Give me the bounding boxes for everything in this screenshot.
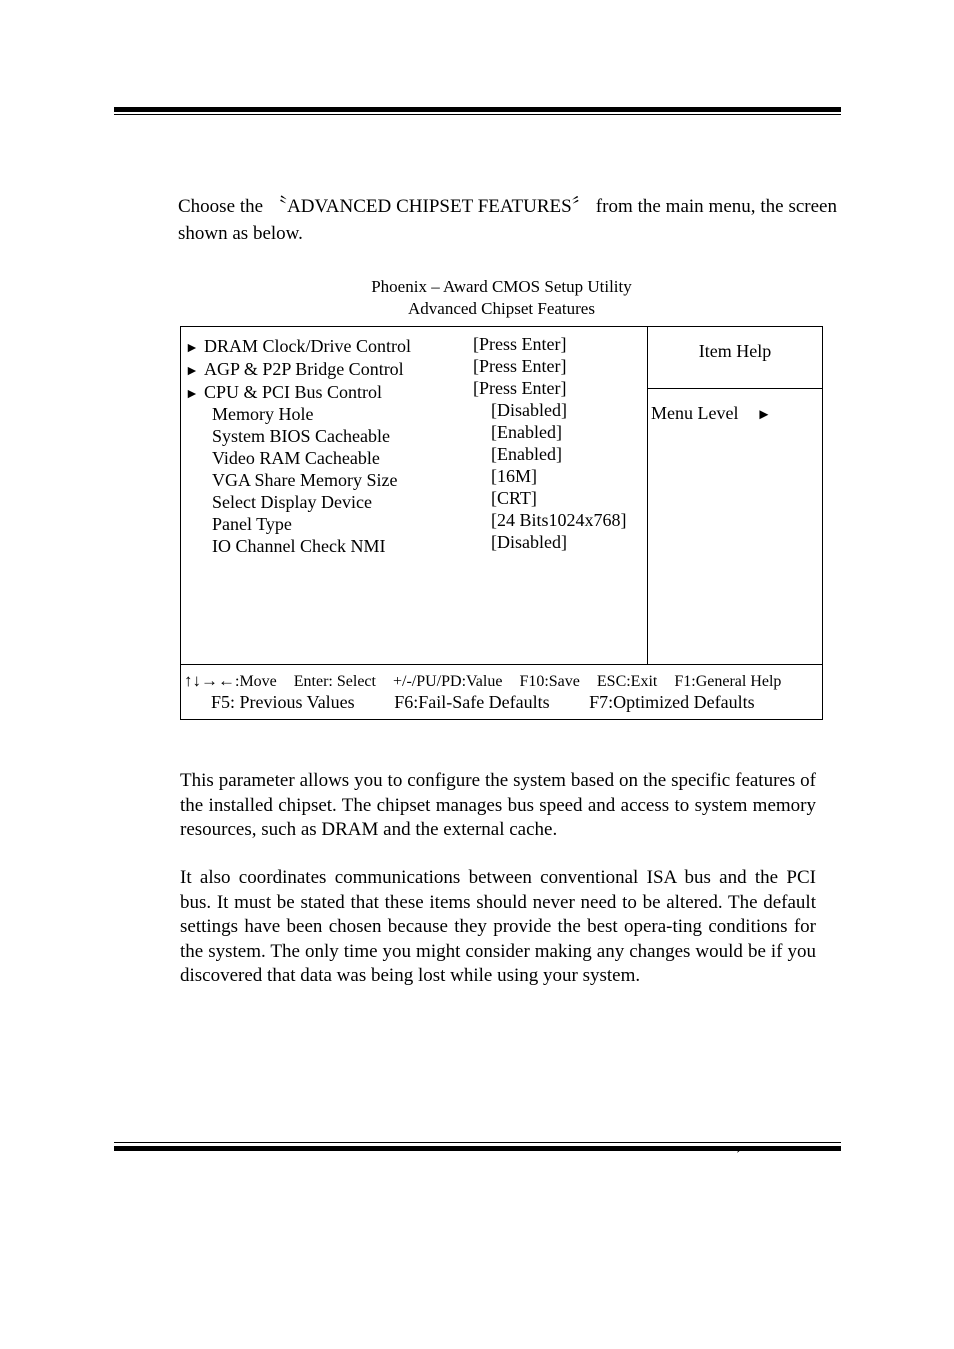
intro-before: Choose the (178, 196, 268, 217)
menu-level-indicator (651, 402, 771, 426)
description-paragraph-2: It also coordinates communications between conventional ISA bus and the PCI bus. It must be stated that these items should never need to be altered. The default settings have been chosen because they provide the best opera-ting conditions for the system. The only time you might consider making any changes would be if you discovered that data was being lost while using your system. (180, 867, 816, 986)
key-save: F10:Save (519, 673, 580, 690)
item-help-title: Item Help (698, 341, 772, 361)
menu-item-video-ram-cacheable[interactable]: Video RAM Cacheable (212, 448, 380, 468)
menu-item-agp-bridge[interactable] (185, 358, 404, 380)
footer-rule-thick (114, 1146, 841, 1151)
value-memory-hole[interactable]: [Disabled] (491, 400, 567, 420)
value-panel-type[interactable]: [24 Bits1024x768] (491, 510, 627, 530)
arrow-keys-icon: ↑↓→← (184, 671, 235, 690)
menu-item-memory-hole[interactable]: Memory Hole (212, 404, 314, 424)
footer-divider (181, 664, 822, 665)
value-io-channel-nmi[interactable]: [Disabled] (491, 532, 567, 552)
screen-subtitle: Advanced Chipset Features (408, 299, 595, 318)
menu-item-cpu-pci-bus[interactable] (185, 381, 382, 403)
help-divider (648, 388, 822, 389)
column-divider (647, 327, 648, 664)
key-move: :Move (235, 673, 277, 690)
bios-setup-screen (180, 326, 823, 720)
open-quote: 〝 (267, 196, 288, 217)
header-rule-thin (114, 114, 841, 115)
screen-title: Phoenix – Award CMOS Setup Utility (371, 277, 632, 296)
menu-item-bios-cacheable[interactable]: System BIOS Cacheable (212, 426, 390, 446)
submenu-arrow-icon: ► (185, 387, 199, 402)
intro-after: from the main menu, the screen shown as below. (178, 196, 837, 244)
key-optimized-defaults: F7:Optimized Defaults (589, 692, 755, 712)
menu-item-panel-type[interactable]: Panel Type (212, 514, 292, 534)
key-legend-row-2 (211, 691, 755, 713)
intro-text (178, 193, 837, 247)
key-previous-values: F5: Previous Values (211, 692, 355, 712)
menu-level-label: Menu Level (651, 403, 739, 423)
submenu-arrow-icon: ► (185, 364, 199, 379)
value-vga-share-memory[interactable]: [16M] (491, 466, 537, 486)
footer-mark: ˊ (736, 1148, 742, 1165)
footer-rule-thin (114, 1142, 841, 1143)
value-cpu-pci-bus[interactable]: [Press Enter] (473, 378, 567, 398)
close-quote: 〞 (571, 196, 591, 217)
description-paragraph-1: This parameter allows you to configure the system based on the specific features of the installed chipset. The chipset manages bus speed and access to system memory resources, such as DRAM and the external cache. (180, 770, 816, 840)
menu-item-vga-share-memory[interactable]: VGA Share Memory Size (212, 470, 398, 490)
value-dram-clock[interactable]: [Press Enter] (473, 334, 567, 354)
menu-item-label: AGP & P2P Bridge Control (204, 359, 404, 379)
value-bios-cacheable[interactable]: [Enabled] (491, 422, 562, 442)
menu-level-arrow-icon: ► (756, 407, 772, 423)
key-legend-row-1 (184, 670, 794, 693)
menu-item-label: CPU & PCI Bus Control (204, 382, 383, 402)
menu-item-dram-clock[interactable] (185, 335, 411, 357)
header-rule-thick (114, 107, 841, 112)
key-select: Enter: Select (293, 673, 376, 690)
key-value: +/-/PU/PD:Value (392, 673, 503, 690)
value-agp-bridge[interactable]: [Press Enter] (473, 356, 567, 376)
key-failsafe-defaults: F6:Fail-Safe Defaults (394, 692, 550, 712)
value-display-device[interactable]: [CRT] (491, 488, 537, 508)
intro-menu-name: ADVANCED CHIPSET FEATURES (287, 196, 572, 217)
menu-item-io-channel-nmi[interactable]: IO Channel Check NMI (212, 536, 386, 556)
menu-item-display-device[interactable]: Select Display Device (212, 492, 372, 512)
menu-item-label: DRAM Clock/Drive Control (204, 336, 411, 356)
value-video-ram-cacheable[interactable]: [Enabled] (491, 444, 562, 464)
key-exit: ESC:Exit (596, 673, 658, 690)
key-general-help: F1:General Help (674, 673, 782, 690)
submenu-arrow-icon: ► (185, 341, 199, 356)
